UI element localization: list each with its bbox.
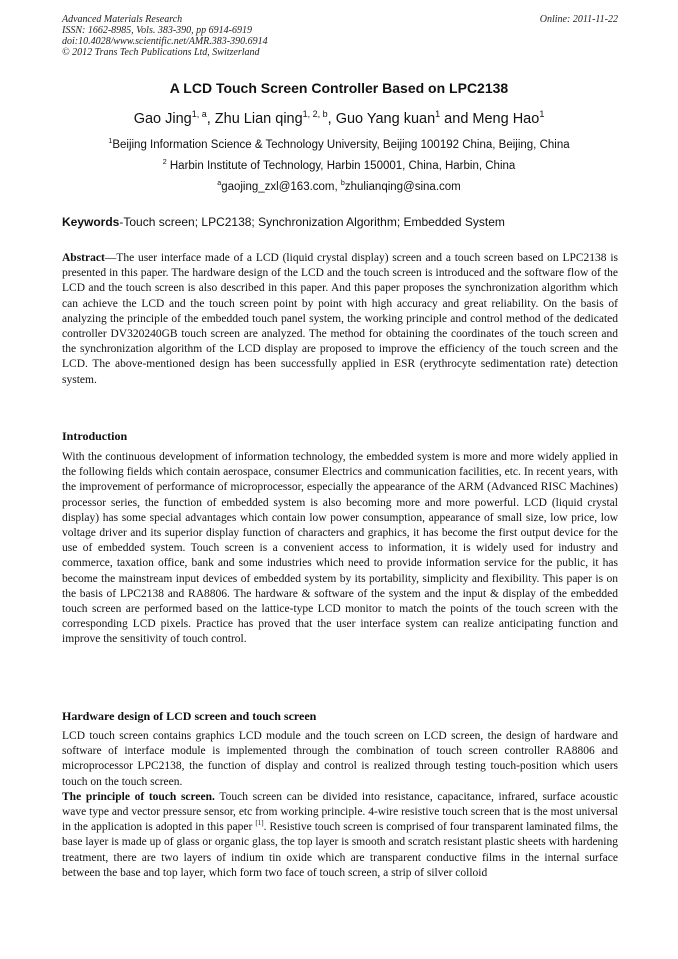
keywords-label: Keywords bbox=[62, 215, 120, 229]
paragraph: The principle of touch screen. Touch screen can be divided into resistance, capacitance, infrared, surface acoustic wave type and vector pressure sensor, etc from working principle. 4-wire resistive touch screen that is the most universal in the application is adopted in this paper [1]. Resistive touch screen is comprised of four transparent laminated films, the base layer is made up of glass or organic glass, the top layer is smooth and scratch resistant plastic sheets with hardening treatment, there are two layers of indium tin oxide which are transparent conductive films in the internal surface between the base and top layer, which form two face of touch screen, a strip of silver colloid bbox=[62, 790, 618, 879]
section-heading-introduction: Introduction bbox=[62, 429, 128, 443]
subsection-heading: The principle of touch screen. bbox=[62, 790, 215, 803]
author-emails: $^a$gaojing_zxl@163.com, $^b$zhulianqing@sina.com bbox=[217, 179, 461, 193]
abstract-label: Abstract bbox=[62, 252, 105, 264]
author-superscript: 1 bbox=[435, 109, 441, 120]
journal-header bbox=[62, 14, 618, 58]
citation-ref[interactable]: [1] bbox=[255, 819, 264, 828]
introduction-body bbox=[62, 450, 618, 648]
author-name: and Meng Hao bbox=[440, 111, 540, 127]
paragraph: With the continuous development of information technology, the embedded system is more and more widely applied in the following fields which contain aerospace, consumer Electrics and communication facilities, etc. In recent years, with the improvement of performance of microprocessor, especially the appearance of the ARM (Advanced RISC Machines) processor series, the function of embedded system is also becoming more and more powerful. LCD (liquid crystal display) has some special advantages which contain low power consumption, appearance of small size, low price, low voltage driver and its superior display function of characters and graphics, it has become the first output device for the use of embedded system. Touch screen is a convenient access to information, it is widely used for industry and commerce, taxation office, bank and some industries which need to provide information service for the public, it has become the mainstream input devices of embedded system by its portability, simplicity and flexibility. This paper is on the basis of LPC2138 and RA8806. The hardware & software of the system and the input & display of the embedded touch screen are performed based on the lattice-type LCD monitor to match the points of the touch screen with the corresponding LCD pixels. Practice has proved that the user interface system can realize anticipating function and improve the sensitivity of touch control. bbox=[62, 451, 618, 646]
affiliation-1: $^1$Beijing Information Science & Technology University, Beijing 100192 China, Beijing, China bbox=[108, 137, 570, 151]
hardware-body bbox=[62, 729, 618, 881]
online-date: Online: 2011-11-22 bbox=[539, 14, 618, 25]
section-heading-hardware: Hardware design of LCD screen and touch screen bbox=[62, 709, 317, 723]
keywords-text: -Touch screen; LPC2138; Synchronization Algorithm; Embedded System bbox=[119, 215, 505, 229]
affiliation-2: $^2$ Harbin Institute of Technology, Harbin 150001, China, Harbin, China bbox=[162, 158, 516, 172]
author-name: , Zhu Lian qing bbox=[206, 111, 303, 127]
paragraph: LCD touch screen contains graphics LCD module and the touch screen on LCD screen, the design of hardware and software of interface module is implemented through the combination of touch screen controller RA8806 and microprocessor LPC2138, the function of display and control is realized through testing touch-position which users touch on the touch screen. bbox=[62, 730, 618, 788]
author-list bbox=[0, 111, 678, 127]
author-superscript: 1, a bbox=[191, 109, 207, 120]
keywords bbox=[62, 215, 618, 229]
abstract-text: —The user interface made of a LCD (liquid crystal display) screen and a touch screen based on LPC2138 is presented in this paper. The hardware design of the LCD and the touch screen is introduced and the software flow of the LCD and the touch screen is also described in this paper. And this paper proposes the synchronization algorithm which can achieve the LCD and the touch screen point by point with high accuracy and great reliability. On the basis of analyzing the principle of the embedded touch panel system, the working principle and control method of the dedicated controller DV320240GB touch screen are analyzed. The method for obtaining the coordinates of the touch screen and the synchronization algorithm of the LCD display are proposed to improve the efficiency of the touch screen and the LCD. The above-mentioned design has been successfully applied in ESR (erythrocyte sedimentation rate) detection system. bbox=[62, 252, 618, 386]
author-name: , Guo Yang kuan bbox=[327, 111, 436, 127]
email-link[interactable]: zhulianqing@sina.com bbox=[344, 181, 461, 193]
email-link[interactable]: gaojing_zxl@163.com, bbox=[221, 181, 341, 193]
journal-issn: ISSN: 1662-8985, Vols. 383-390, pp 6914-6919 bbox=[62, 25, 252, 36]
journal-name: Advanced Materials Research bbox=[62, 14, 183, 25]
paper-title: A LCD Touch Screen Controller Based on LPC2138 bbox=[169, 80, 509, 96]
journal-doi: doi:10.4028/www.scientific.net/AMR.383-390.6914 bbox=[62, 36, 268, 47]
author-superscript: 1, 2, b bbox=[302, 109, 328, 120]
abstract bbox=[62, 251, 618, 388]
journal-copyright: © 2012 Trans Tech Publications Ltd, Switzerland bbox=[62, 47, 260, 58]
author-superscript: 1 bbox=[539, 109, 545, 120]
author-name: Gao Jing bbox=[133, 111, 192, 127]
